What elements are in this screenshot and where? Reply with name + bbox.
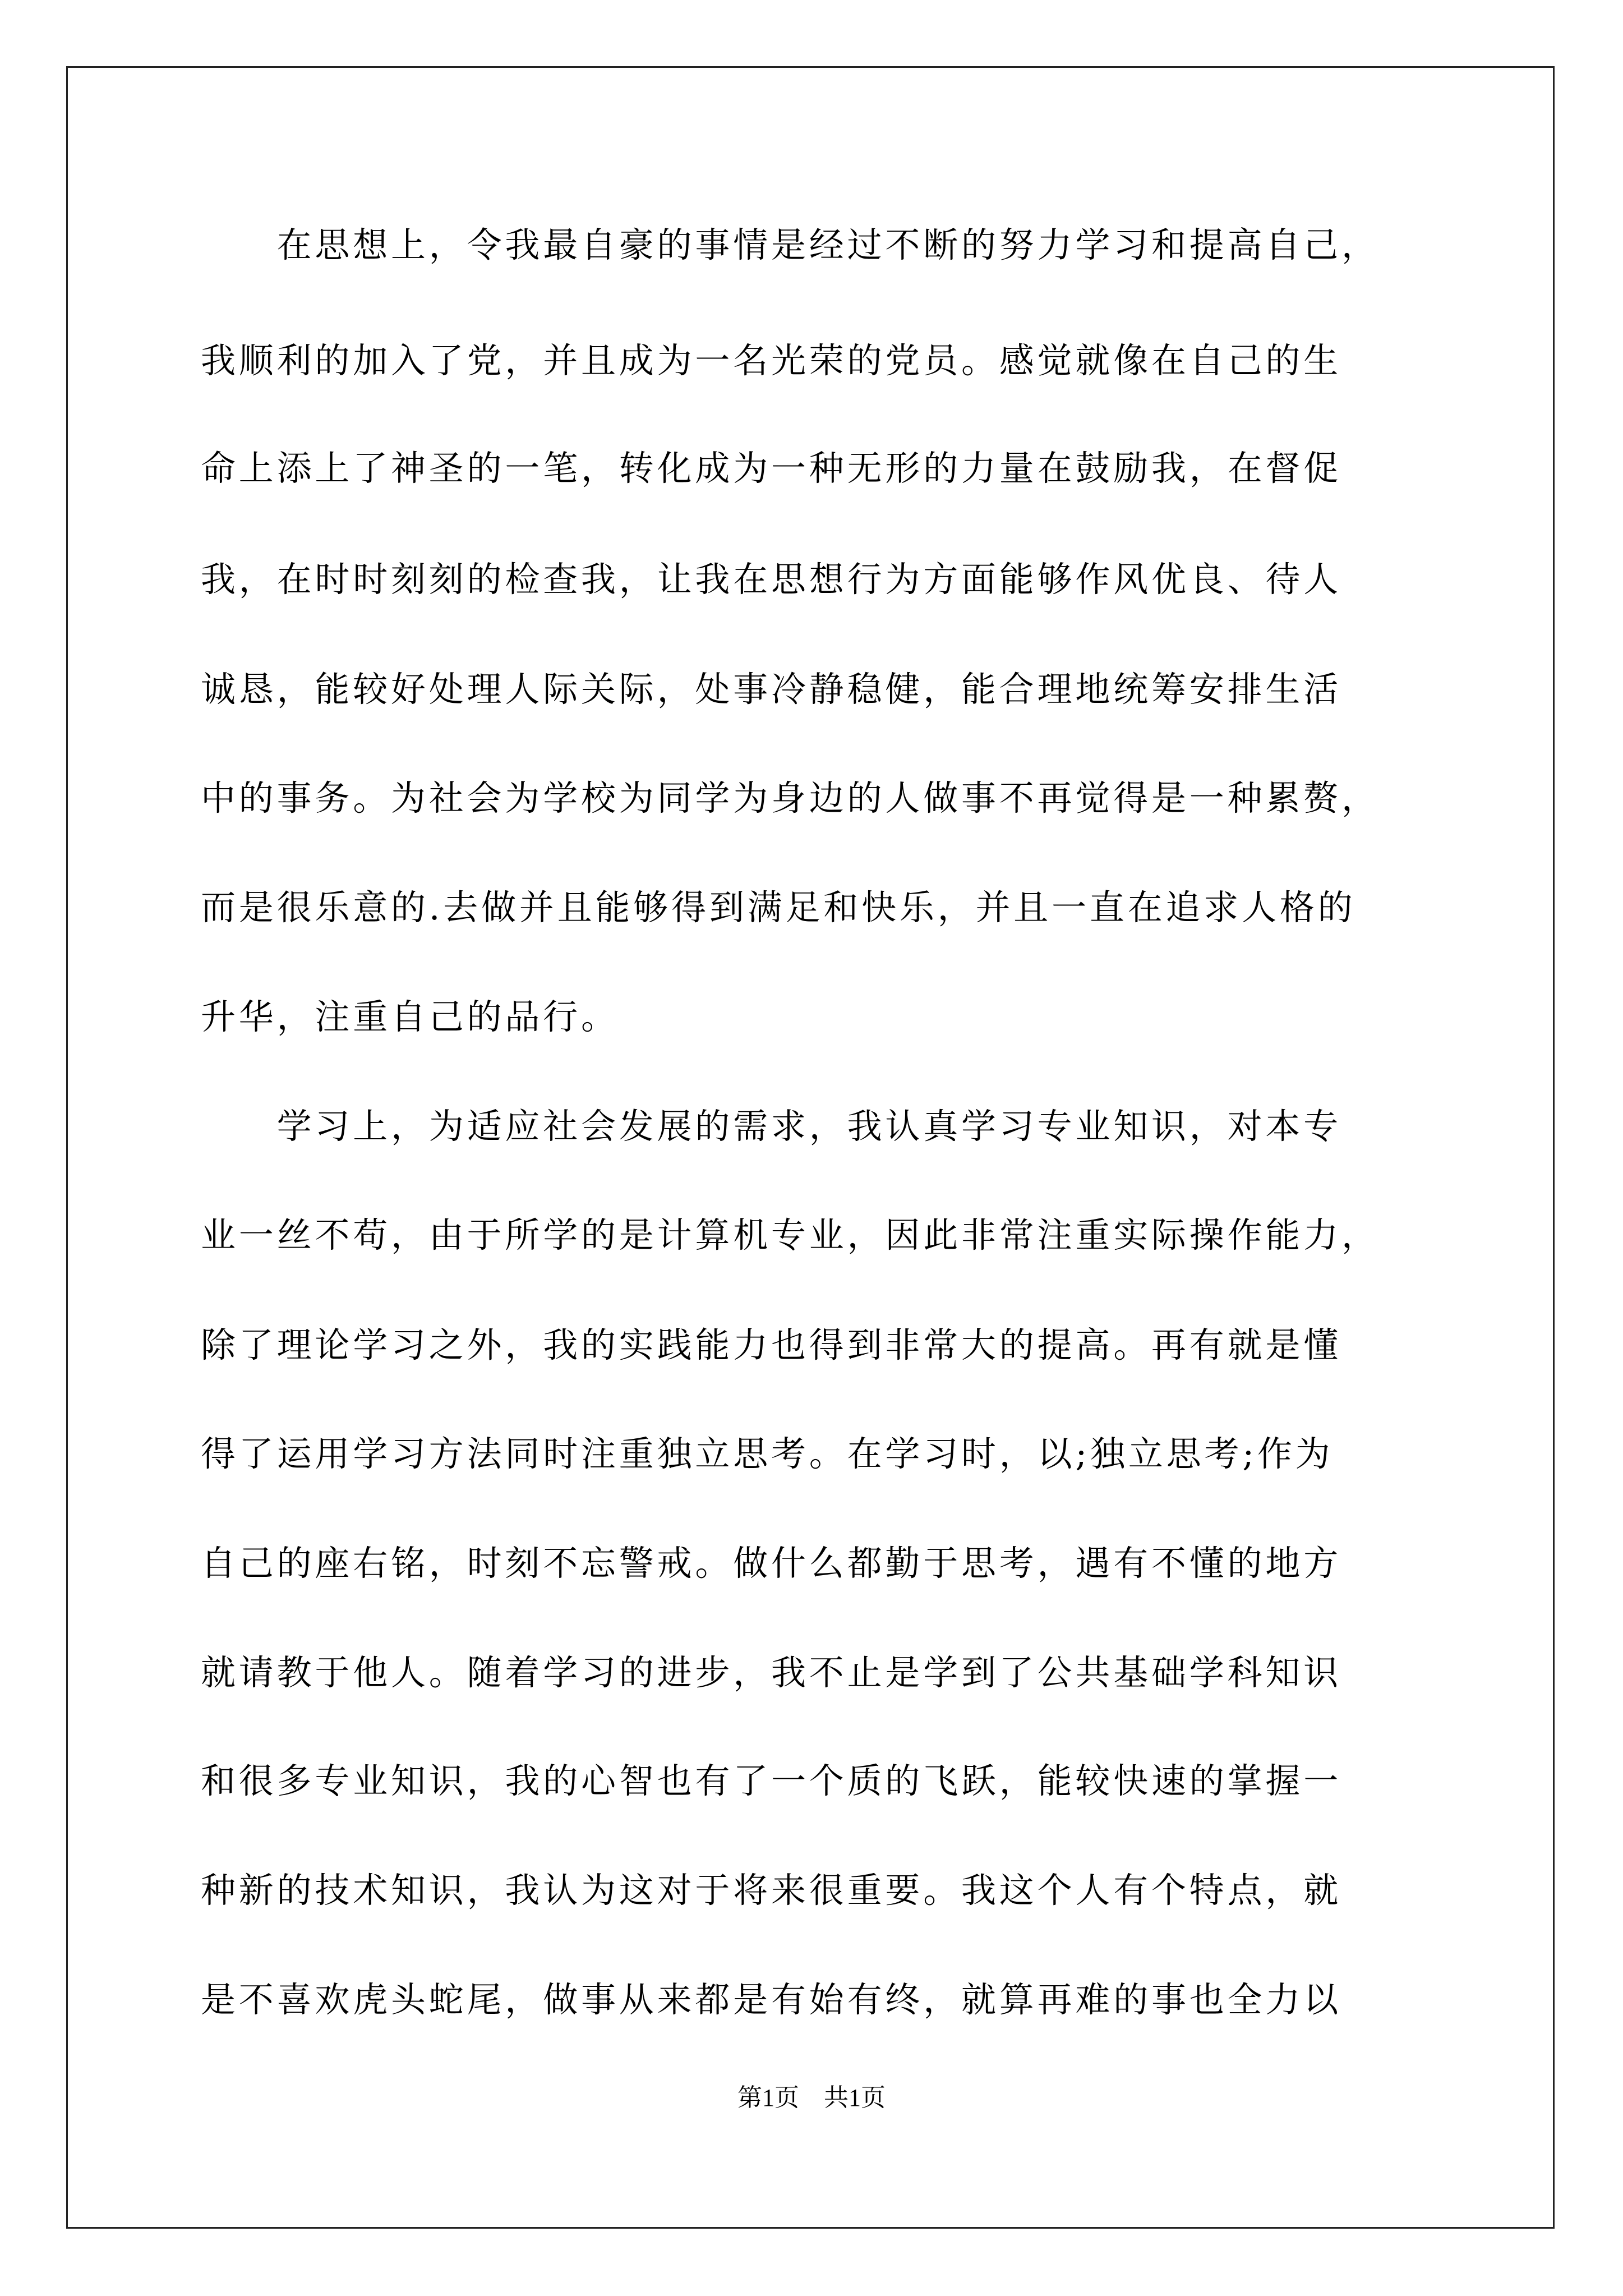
text-line: 种新的技术知识，我认为这对于将来很重要。我这个人有个特点，就 <box>201 1870 1342 1911</box>
text-line: 在思想上，令我最自豪的事情是经过不断的努力学习和提高自己， <box>201 224 1380 265</box>
text-line: 除了理论学习之外，我的实践能力也得到非常大的提高。再有就是懂 <box>201 1324 1342 1365</box>
text-line: 中的事务。为社会为学校为同学为身边的人做事不再觉得是一种累赘， <box>201 777 1380 818</box>
text-line: 诚恳，能较好处理人际关际，处事冷静稳健，能合理地统筹安排生活 <box>201 669 1342 710</box>
text-line: 学习上，为适应社会发展的需求，我认真学习专业知识，对本专 <box>201 1106 1342 1147</box>
text-line: 而是很乐意的.去做并且能够得到满足和快乐，并且一直在追求人格的 <box>201 887 1356 928</box>
text-line: 升华，注重自己的品行。 <box>201 996 619 1037</box>
text-line: 和很多专业知识，我的心智也有了一个质的飞跃，能较快速的掌握一 <box>201 1760 1342 1801</box>
text-line: 是不喜欢虎头蛇尾，做事从来都是有始有终，就算再难的事也全力以 <box>201 1979 1342 2020</box>
text-line: 命上添上了神圣的一笔，转化成为一种无形的力量在鼓励我，在督促 <box>201 448 1342 489</box>
text-line: 业一丝不苟，由于所学的是计算机专业，因此非常注重实际操作能力， <box>201 1214 1380 1255</box>
text-line: 我顺利的加入了党，并且成为一名光荣的党员。感觉就像在自己的生 <box>201 340 1342 381</box>
text-line: 得了运用学习方法同时注重独立思考。在学习时，以;独立思考;作为 <box>201 1433 1334 1474</box>
text-line: 自己的座右铭，时刻不忘警戒。做什么都勤于思考，遇有不懂的地方 <box>201 1543 1342 1584</box>
page-number-footer: 第1页 共1页 <box>737 2084 886 2111</box>
text-line: 就请教于他人。随着学习的进步，我不止是学到了公共基础学科知识 <box>201 1652 1342 1693</box>
text-line: 我，在时时刻刻的检查我，让我在思想行为方面能够作风优良、待人 <box>201 559 1342 600</box>
